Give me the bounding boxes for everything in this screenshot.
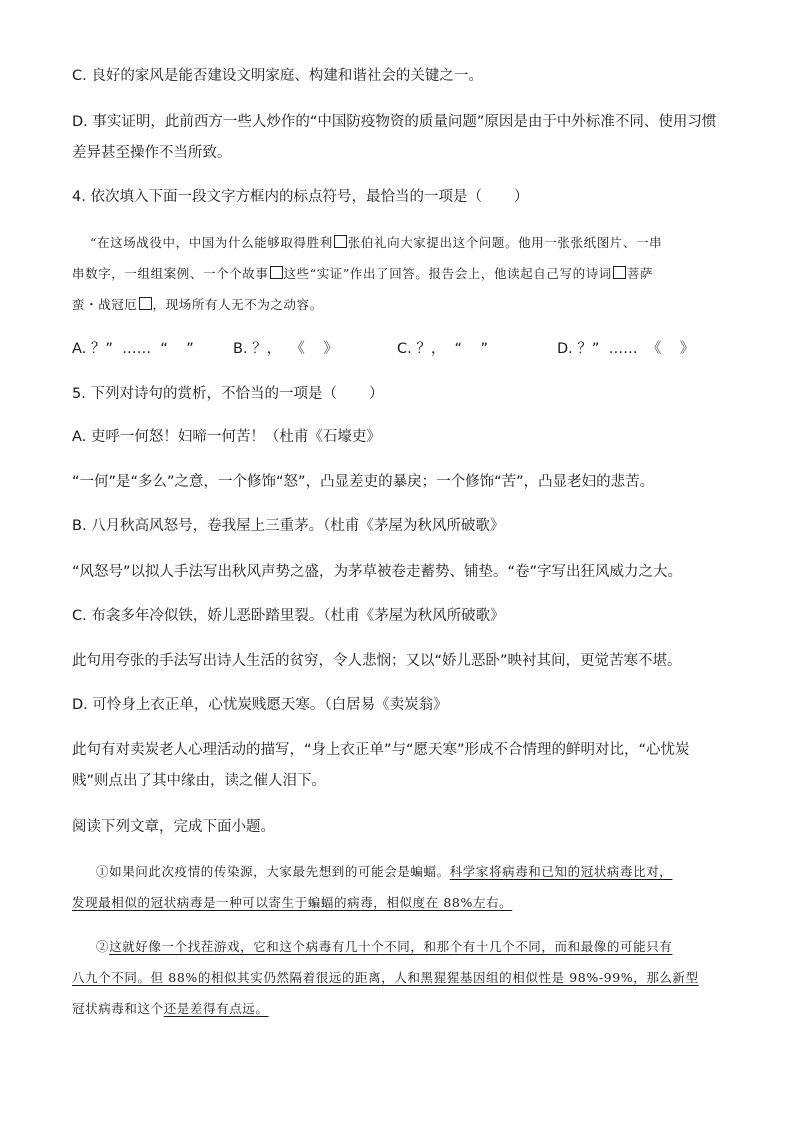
reading-p1-line1 — [96, 862, 672, 882]
q3-option-c: C. 良好的家风是能否建设文明家庭、构建和谐社会的关键之一。 — [72, 68, 483, 84]
reading-p2-line2: 八九个不同。但 88%的相似其实仍然隔着很远的距离，人和黑猩猩基因组的相似性是 98%-99%，那么新型 — [72, 970, 699, 985]
reading-intro: 阅读下列文章，完成下面小题。 — [72, 819, 275, 835]
q5-stem-close: ） — [368, 386, 384, 402]
reading-p1-line2: 发现最相似的冠状病毒是一种可以寄生于蝙蝠的病毒，相似度在 88%左右。 — [72, 895, 513, 910]
q5-d-note-line2: 贱”则点出了其中缘由，读之催人泪下。 — [72, 773, 327, 789]
q5-a-note: “一何”是“多么”之意，一个修饰“怒”，凸显差吏的暴戾；一个修饰“苦”，凸显老妇的悲苦。 — [72, 474, 655, 490]
reading-p2-line1 — [96, 937, 672, 957]
punctuation-box — [270, 266, 283, 279]
punctuation-box — [139, 297, 152, 310]
q4-option-a: A. ？” …… “ ” — [72, 341, 194, 357]
q4-stem-text: 4. 依次填入下面一段文字方框内的标点符号，最恰当的一项是（ — [72, 189, 482, 205]
reading-p2-line3 — [72, 999, 269, 1019]
passage-text: 这些“实证”作出了回答。报告会上，他读起自己写的诗词 — [283, 266, 612, 281]
passage-text: 蛮・战冠厄 — [72, 297, 138, 312]
q5-c-note: 此句用夸张的手法写出诗人生活的贫穷，令人悲悯；又以“娇儿恶卧”映衬其间，更觉苦寒不堪。 — [72, 653, 682, 669]
paragraph-text: ①如果问此次疫情的传染源，大家最先想到的可能会是蝙蝠。 — [96, 864, 450, 879]
q5-b-poem: B. 八月秋高风怒号，卷我屋上三重茅。（杜甫《茅屋为秋风所破歌》 — [72, 518, 505, 534]
q4-option-b: B. ？， 《 》 — [233, 341, 338, 357]
q5-b-note: “风怒号”以拟人手法写出秋风声势之盛，为茅草被卷走蓄势、铺垫。“卷”字写出狂风威力之大。 — [72, 564, 683, 580]
q5-stem-text: 5. 下列对诗句的赏析，不恰当的一项是（ — [72, 386, 337, 402]
passage-text: 张伯礼向大家提出这个问题。他用一张张纸图片、一串 — [347, 235, 663, 250]
paragraph-text: 冠状病毒和这个 — [72, 1001, 164, 1016]
q4-stem — [72, 187, 528, 207]
q3-option-d-line1: D. 事实证明，此前西方一些人炒作的“中国防疫物资的质量问题”原因是由于中外标准不同、使用习惯 — [72, 114, 717, 130]
q4-options — [0, 339, 794, 359]
passage-text: 菩萨 — [626, 266, 654, 281]
q4-option-d: D. ？” …… 《 》 — [557, 341, 695, 357]
q3-option-d-line2: 差异甚至操作不当所致。 — [72, 145, 232, 161]
passage-text: ，现场所有人无不为之动容。 — [152, 297, 323, 312]
punctuation-box — [613, 266, 626, 279]
q5-c-poem: C. 布衾多年冷似铁，娇儿恶卧踏里裂。（杜甫《茅屋为秋风所破歌》 — [72, 608, 505, 624]
underlined-text: 科学家将病毒和已知的冠状病毒比对， — [449, 864, 673, 879]
paragraph-text: ② — [96, 939, 110, 954]
underlined-text: 这就好像一个找茬游戏，它和这个病毒有几十个不同，和那个有十几个不同，而和最像的可能只有 — [109, 939, 673, 954]
q4-option-c: C. ？， “ ” — [397, 341, 489, 357]
q4-passage-line1 — [90, 233, 662, 253]
q4-stem-close: ） — [513, 189, 529, 205]
q5-stem — [72, 384, 383, 404]
passage-text: 串数字，一组组案例、一个个故事 — [72, 266, 269, 281]
q4-passage-line3 — [72, 295, 323, 315]
q5-d-poem: D. 可怜身上衣正单，心忧炭贱愿天寒。（白居易《卖炭翁》 — [72, 697, 448, 713]
q5-d-note-line1: 此句有对卖炭老人心理活动的描写，“身上衣正单”与“愿天寒”形成不合情理的鲜明对比，“心忧炭 — [72, 742, 690, 758]
passage-text: “在这场战役中，中国为什么能够取得胜利 — [90, 235, 333, 250]
q5-a-poem: A. 吏呼一何怒！妇啼一何苦！（杜甫《石壕吏》 — [72, 429, 381, 445]
underlined-text: 还是差得有点远。 — [163, 1001, 269, 1016]
q4-passage-line2 — [72, 264, 653, 284]
punctuation-box — [334, 235, 347, 248]
